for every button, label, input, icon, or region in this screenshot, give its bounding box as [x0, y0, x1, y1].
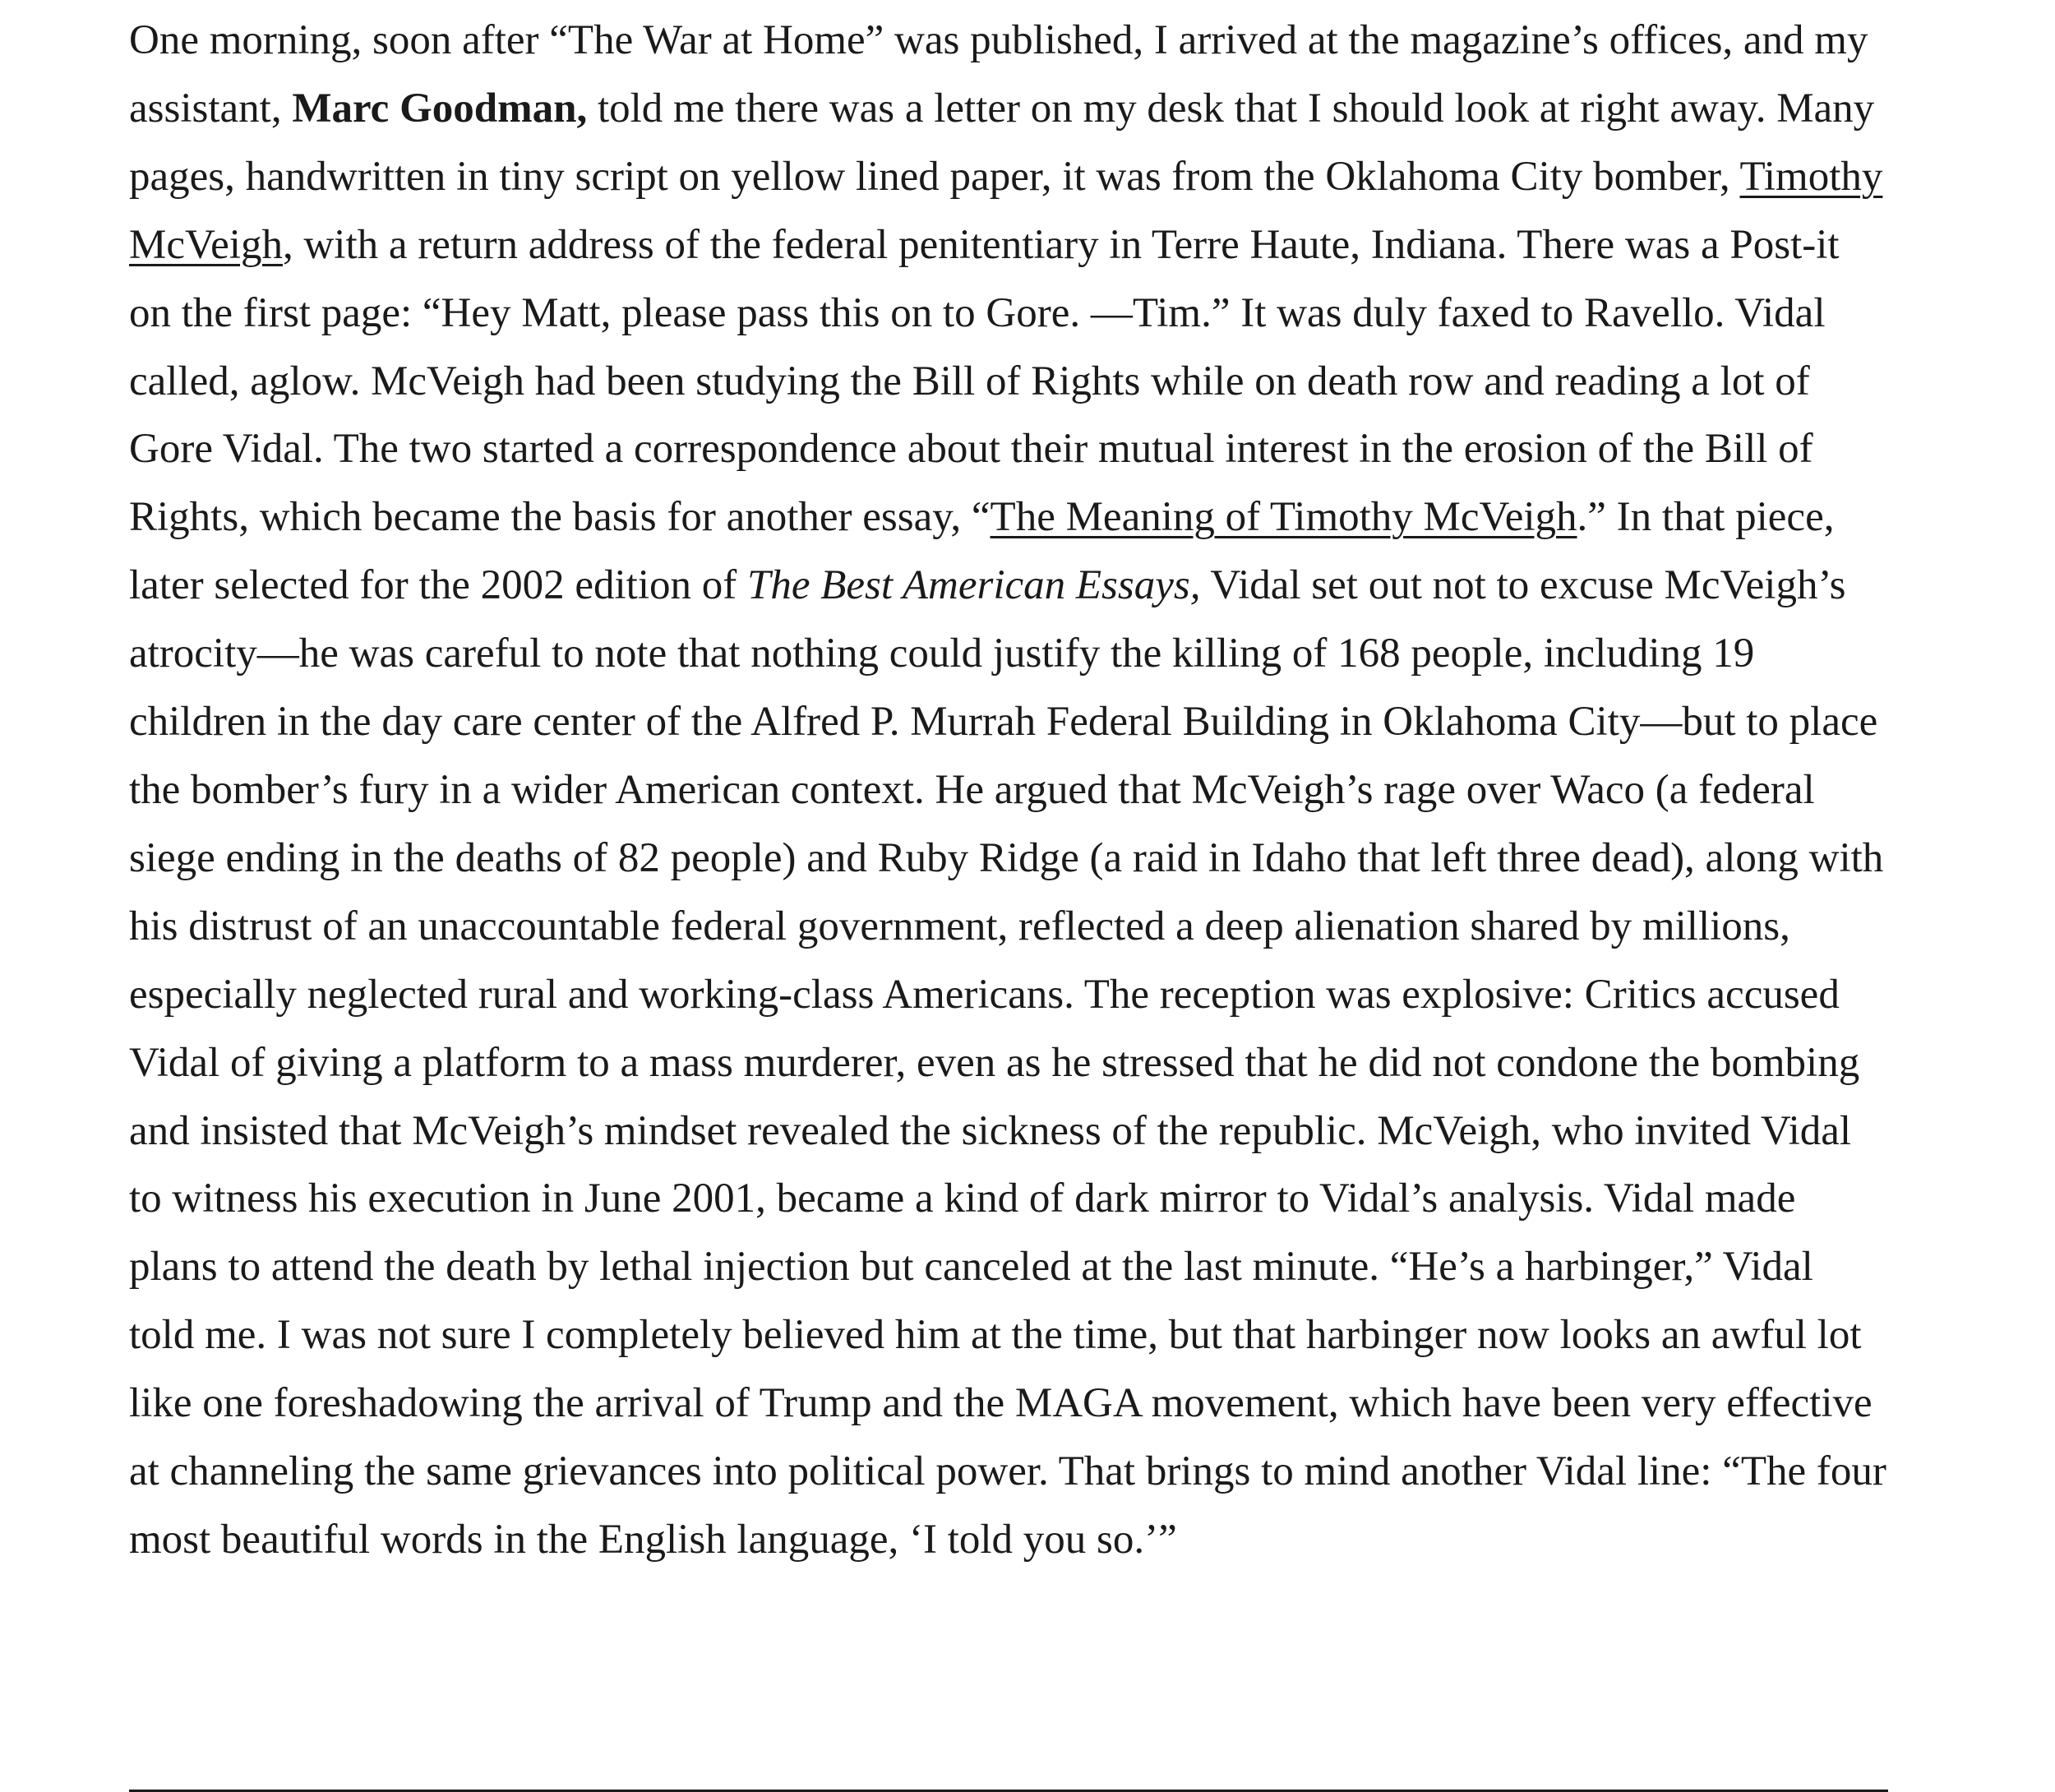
paragraph-text: , with a return address of the federal penitentiary in Terre Haute, Indiana. There was a Post-it on the first page: “Hey Matt, please pass this on to Gore. —Tim.” It was duly faxed to Ravello. Vidal called, aglow. McVeigh had been studying the Bill of Rights while on death row and reading a lot of Gore Vidal. The two started a correspondence about their mutual interest in the erosion of the Bill of Rights, which became the basis for another essay, “: [129, 221, 1840, 541]
book-title: The Best American Essays,: [746, 562, 1201, 609]
timothy-mcveigh-link[interactable]: Timothy McVeigh: [129, 153, 1883, 268]
article-paragraph: [129, 7, 1888, 1574]
paragraph-text: One morning, soon after “The War at Home” was published, I arrived at the magazine’s offices, and my assistant,: [129, 17, 1868, 132]
paragraph-text: Vidal set out not to excuse McVeigh’s atrocity—he was careful to note that nothing could justify the killing of 168 people, including 19 children in the day care center of the Alfred P. Murrah Federal Building in Oklahoma City—but to place the bomber’s fury in a wider American context. He argued that McVeigh’s rage over Waco (a federal siege ending in the deaths of 82 people) and Ruby Ridge (a raid in Idaho that left three dead), along with his distrust of an unaccountable federal government, reflected a deep alienation shared by millions, especially neglected rural and working-class Americans. The reception was explosive: Critics accused Vidal of giving a platform to a mass murderer, even as he stressed that he did not condone the bombing and insisted that McVeigh’s mindset revealed the sickness of the republic. McVeigh, who invited Vidal to witness his execution in June 2001, became a kind of dark mirror to Vidal’s analysis. Vidal made plans to attend the death by lethal injection but canceled at the last minute. “He’s a harbinger,” Vidal told me. I was not sure I completely believed him at the time, but that harbinger now looks an awful lot like one foreshadowing the arrival of Trump and the MAGA movement, which have been very effective at channeling the same grievances into political power. That brings to mind another Vidal line: “The four most beautiful words in the English language, ‘I told you so.’”: [129, 562, 1886, 1563]
meaning-of-timothy-mcveigh-link[interactable]: The Meaning of Timothy McVeigh: [990, 494, 1577, 541]
assistant-name: Marc Goodman,: [292, 85, 588, 132]
article-body: [129, 7, 1888, 1574]
paragraph-text: told me there was a letter on my desk that I should look at right away. Many pages, handwritten in tiny script on yellow lined paper, it was from the Oklahoma City bomber,: [129, 85, 1875, 200]
paragraph-text: .” In that piece, later selected for the 2002 edition of: [129, 494, 1835, 609]
